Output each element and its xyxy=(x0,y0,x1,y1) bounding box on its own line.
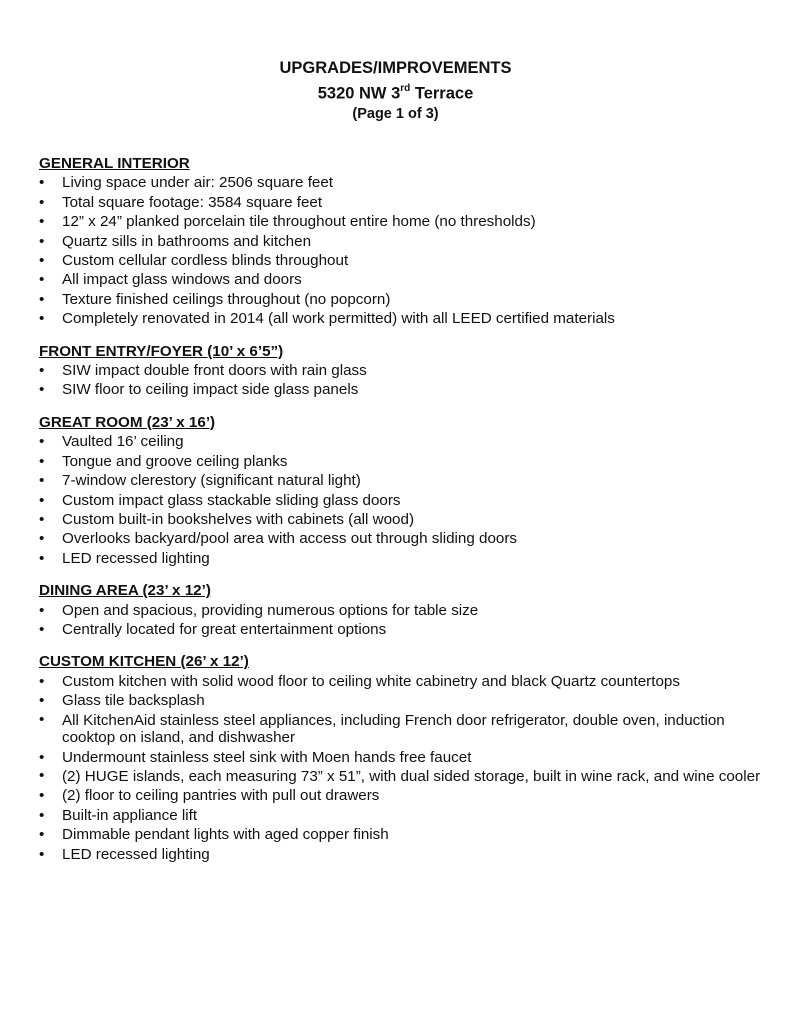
bullet-icon: • xyxy=(39,806,45,824)
list-item xyxy=(39,432,764,451)
list-item xyxy=(39,549,764,568)
property-address xyxy=(0,79,791,105)
list-item xyxy=(39,270,764,289)
list-item xyxy=(39,380,764,399)
list-item xyxy=(39,173,764,192)
list-item xyxy=(39,767,764,787)
bullet-icon: • xyxy=(39,766,45,784)
list-item xyxy=(39,212,764,231)
section xyxy=(39,154,764,329)
section xyxy=(39,652,764,864)
list-item-text: Total square footage: 3584 square feet xyxy=(62,193,323,211)
document-header xyxy=(0,58,791,124)
list-item xyxy=(39,825,764,844)
list-item xyxy=(39,251,764,270)
list-item xyxy=(39,601,764,620)
list-item-text: Custom kitchen with solid wood floor to ceiling white cabinetry and black Quartz countertops xyxy=(62,672,680,690)
bullet-icon: • xyxy=(39,232,45,250)
list-item-text: 7-window clerestory (significant natural light) xyxy=(62,472,361,490)
section xyxy=(39,342,764,400)
list-item xyxy=(39,711,764,748)
section-heading: GREAT ROOM (23’ x 16’) xyxy=(39,413,216,431)
list-item xyxy=(39,471,764,490)
list-item-text: LED recessed lighting xyxy=(62,845,210,863)
list-item-text: Texture finished ceilings throughout (no popcorn) xyxy=(62,290,391,308)
bullet-icon: • xyxy=(39,787,45,805)
bullet-icon: • xyxy=(39,290,45,308)
page-indicator: (Page 1 of 3) xyxy=(352,105,439,122)
bullet-icon: • xyxy=(39,452,45,470)
bullet-icon: • xyxy=(39,845,45,863)
list-item-text: LED recessed lighting xyxy=(62,549,210,567)
section xyxy=(39,581,764,639)
address-prefix: 5320 NW 3 xyxy=(317,84,401,103)
bullet-icon: • xyxy=(39,174,45,192)
list-item xyxy=(39,510,764,529)
bullet-icon: • xyxy=(39,530,45,548)
list-item-text: Overlooks backyard/pool area with access out through sliding doors xyxy=(62,530,518,548)
list-item-text: (2) HUGE islands, each measuring 73” x 51”, with dual sided storage, built in wine rack, and wine cooler xyxy=(62,767,761,785)
list-item-text: Vaulted 16’ ceiling xyxy=(62,433,184,451)
bullet-icon: • xyxy=(39,826,45,844)
list-item xyxy=(39,620,764,639)
address-ordinal-suffix: rd xyxy=(400,83,411,94)
list-item-text: Open and spacious, providing numerous options for table size xyxy=(62,601,479,619)
list-item xyxy=(39,361,764,380)
bullet-list xyxy=(39,672,764,864)
list-item-text: Completely renovated in 2014 (all work permitted) with all LEED certified materials xyxy=(62,310,615,328)
bullet-icon: • xyxy=(39,310,45,328)
list-item-text: All KitchenAid stainless steel appliances, including French door refrigerator, double oven, induction cooktop on island, and dishwasher xyxy=(62,711,725,747)
bullet-icon: • xyxy=(39,710,45,728)
list-item-text: Custom impact glass stackable sliding glass doors xyxy=(62,491,401,509)
bullet-icon: • xyxy=(39,381,45,399)
list-item xyxy=(39,529,764,548)
bullet-icon: • xyxy=(39,193,45,211)
section xyxy=(39,413,764,568)
list-item-text: Custom cellular cordless blinds throughout xyxy=(62,252,349,270)
bullet-icon: • xyxy=(39,472,45,490)
list-item-text: SIW impact double front doors with rain glass xyxy=(62,362,367,380)
bullet-icon: • xyxy=(39,601,45,619)
bullet-list xyxy=(39,173,764,328)
bullet-list xyxy=(39,432,764,568)
list-item xyxy=(39,806,764,825)
document-title: UPGRADES/IMPROVEMENTS xyxy=(279,59,512,77)
list-item-text: Centrally located for great entertainment options xyxy=(62,620,387,638)
list-item-text: Quartz sills in bathrooms and kitchen xyxy=(62,232,312,250)
bullet-icon: • xyxy=(39,252,45,270)
list-item xyxy=(39,845,764,864)
list-item-text: Undermount stainless steel sink with Moen hands free faucet xyxy=(62,748,472,766)
list-item-text: Glass tile backsplash xyxy=(62,692,205,710)
list-item xyxy=(39,193,764,212)
section-heading: FRONT ENTRY/FOYER (10’ x 6’5”) xyxy=(39,342,284,360)
bullet-list xyxy=(39,361,764,400)
bullet-icon: • xyxy=(39,213,45,231)
section-heading: CUSTOM KITCHEN (26’ x 12’) xyxy=(39,653,249,671)
bullet-icon: • xyxy=(39,491,45,509)
bullet-icon: • xyxy=(39,549,45,567)
list-item xyxy=(39,309,764,328)
list-item xyxy=(39,691,764,710)
section-heading: GENERAL INTERIOR xyxy=(39,155,190,172)
bullet-icon: • xyxy=(39,672,45,690)
bullet-icon: • xyxy=(39,510,45,528)
list-item-text: Living space under air: 2506 square feet xyxy=(62,174,334,192)
bullet-icon: • xyxy=(39,748,45,766)
list-item-text: Dimmable pendant lights with aged copper finish xyxy=(62,826,389,844)
list-item xyxy=(39,452,764,471)
list-item xyxy=(39,290,764,309)
section-heading: DINING AREA (23’ x 12’) xyxy=(39,582,211,600)
list-item-text: Custom built-in bookshelves with cabinets (all wood) xyxy=(62,510,415,528)
bullet-icon: • xyxy=(39,692,45,710)
list-item xyxy=(39,672,764,691)
list-item-text: SIW floor to ceiling impact side glass panels xyxy=(62,381,359,399)
list-item xyxy=(39,748,764,767)
bullet-icon: • xyxy=(39,271,45,289)
bullet-icon: • xyxy=(39,433,45,451)
bullet-icon: • xyxy=(39,362,45,380)
list-item xyxy=(39,786,764,805)
list-item xyxy=(39,491,764,510)
list-item-text: All impact glass windows and doors xyxy=(62,271,302,289)
sections-container xyxy=(39,154,764,877)
list-item-text: Tongue and groove ceiling planks xyxy=(62,452,288,470)
list-item xyxy=(39,232,764,251)
bullet-icon: • xyxy=(39,620,45,638)
address-suffix: Terrace xyxy=(410,84,474,103)
bullet-list xyxy=(39,601,764,640)
list-item-text: 12” x 24” planked porcelain tile throughout entire home (no thresholds) xyxy=(62,213,536,231)
list-item-text: (2) floor to ceiling pantries with pull out drawers xyxy=(62,787,380,805)
list-item-text: Built-in appliance lift xyxy=(62,806,198,824)
